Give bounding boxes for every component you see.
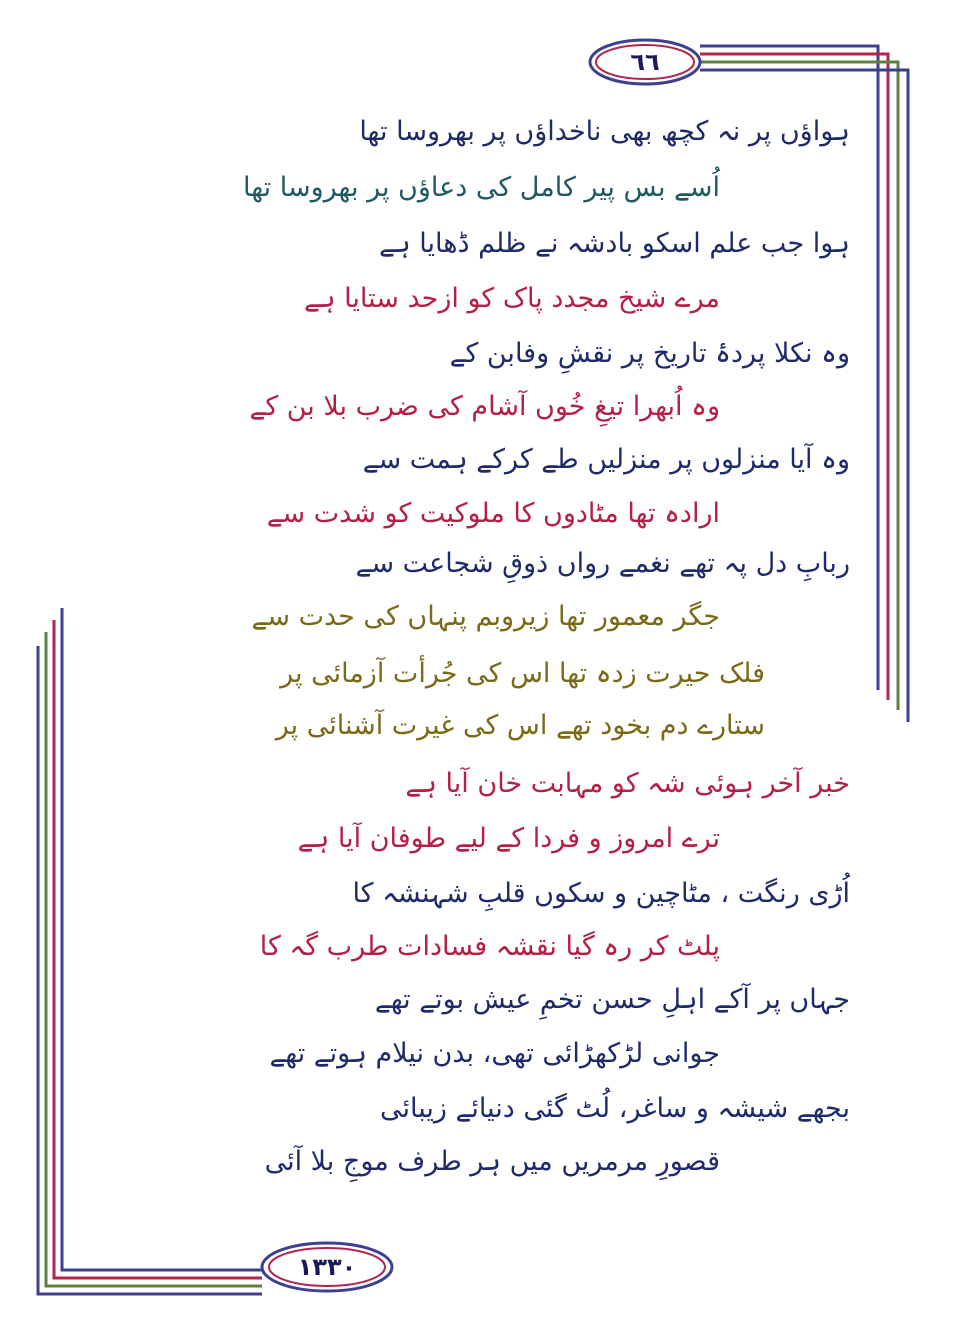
poem-line: خبر آخر ہوئی شہ کو مہابت خان آیا ہے bbox=[405, 768, 850, 799]
poem-line: ربابِ دل پہ تھے نغمے رواں ذوقِ شجاعت سے bbox=[355, 548, 850, 579]
poem-line: وہ آیا منزلوں پر منزلیں طے کرکے ہمت سے bbox=[362, 444, 850, 475]
poem-line: قصورِ مرمریں میں ہر طرف موجِ بلا آئی bbox=[264, 1146, 720, 1177]
poem-line: ہوا جب علم اسکو بادشہ نے ظلم ڈھایا ہے bbox=[379, 228, 850, 259]
poem-line: مرے شیخ مجدد پاک کو ازحد ستایا ہے bbox=[303, 283, 720, 314]
poem-line: اُسے بس پیر کامل کی دعاؤں پر بھروسا تھا bbox=[242, 172, 720, 203]
poem-line: جہاں پر آکے اہلِ حسن تخمِ عیش بوتے تھے bbox=[374, 984, 850, 1015]
poem-line: ترے امروز و فردا کے لیے طوفان آیا ہے bbox=[297, 823, 720, 854]
poem-line: بجھے شیشہ و ساغر، لُٹ گئی دنیائے زیبائی bbox=[379, 1093, 850, 1124]
poem-line: جگر معمور تھا زیروبم پنہاں کی حدت سے bbox=[251, 601, 720, 632]
poem-line: ستارے دم بخود تھے اس کی غیرت آشنائی پر bbox=[275, 710, 765, 741]
poem-line: ہواؤں پر نہ کچھ بھی ناخداؤں پر بھروسا تھا bbox=[359, 116, 850, 147]
poem-line: پلٹ کر رہ گیا نقشہ فسادات طرب گہ کا bbox=[259, 931, 720, 962]
poem-line: وہ نکلا پردۂ تاریخ پر نقشِ وفابن کے bbox=[449, 338, 850, 369]
poem-line: وہ اُبھرا تیغِ خُوں آشام کی ضرب بلا بن کے bbox=[249, 391, 720, 422]
poem-line: فلک حیرت زدہ تھا اس کی جُرأت آزمائی پر bbox=[280, 658, 765, 689]
poem-line: جوانی لڑکھڑائی تھی، بدن نیلام ہوتے تھے bbox=[269, 1038, 720, 1069]
page-number-bottom: ١٣٣٠ bbox=[297, 1253, 357, 1281]
page-number-top: ٦٦ bbox=[630, 48, 660, 76]
poem-line: اُڑی رنگت ، مٹاچین و سکوں قلبِ شہنشہ کا bbox=[352, 878, 850, 909]
poem-line: ارادہ تھا مٹادوں کا ملوکیت کو شدت سے bbox=[266, 498, 720, 529]
